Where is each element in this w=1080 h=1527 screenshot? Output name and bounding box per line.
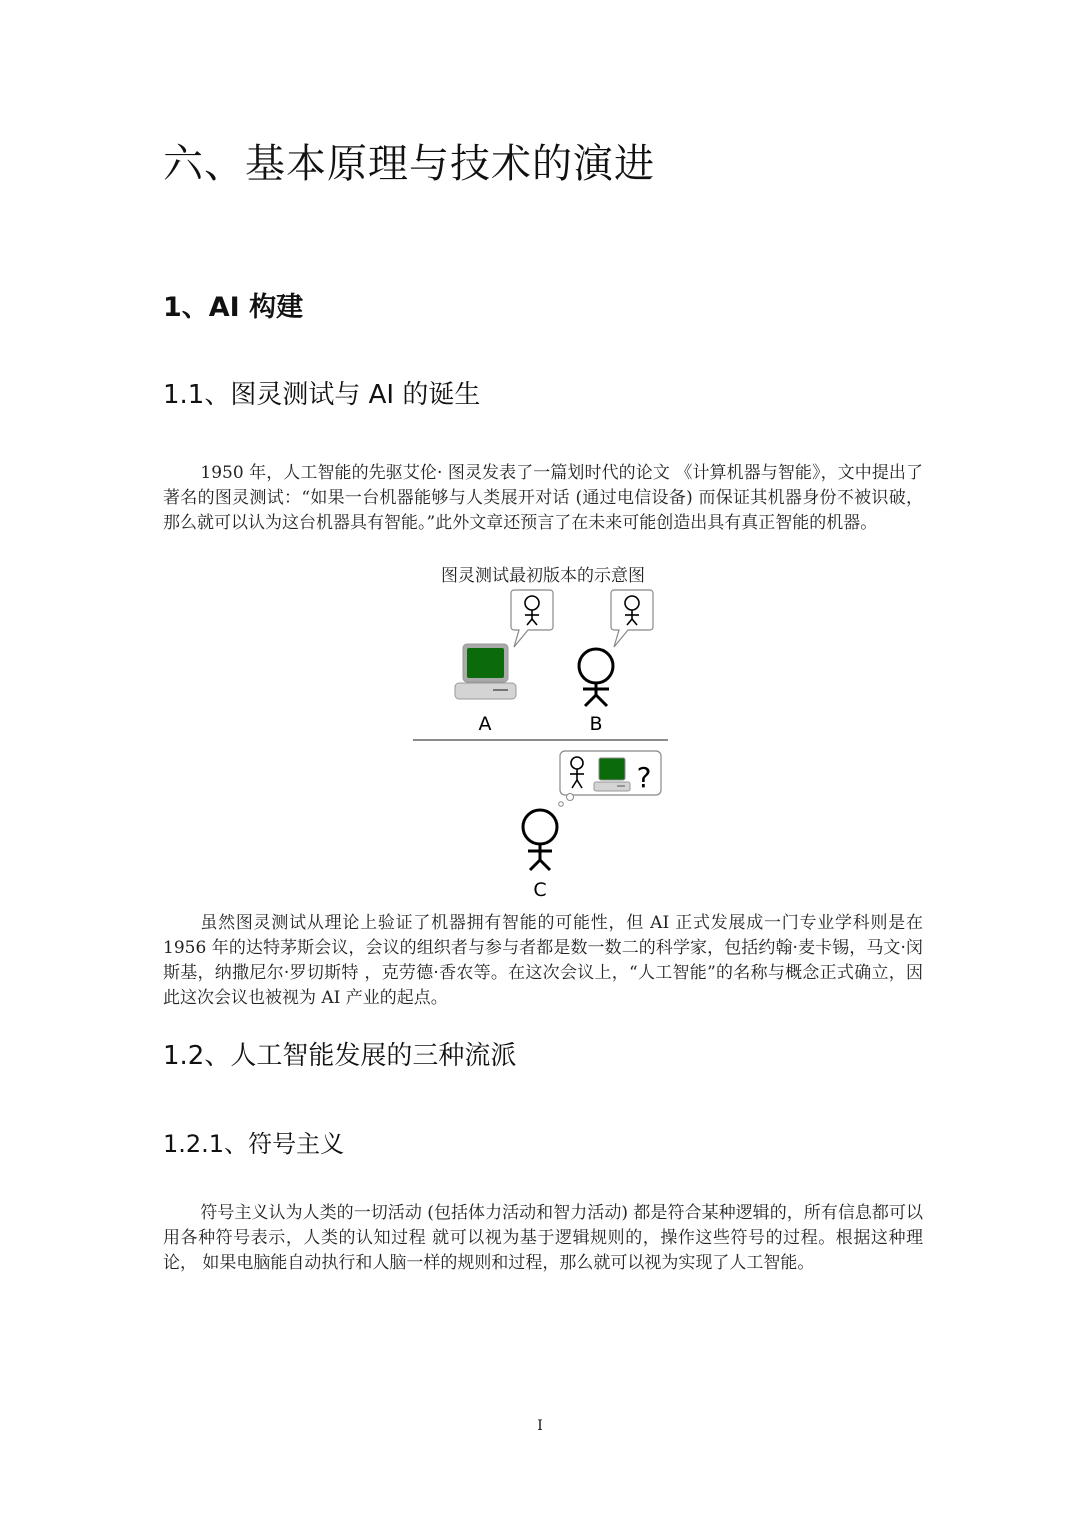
- thought-bubble: [559, 751, 661, 806]
- label-a: A: [478, 713, 492, 735]
- section-heading-1: 1、AI 构建: [163, 292, 304, 323]
- computer-icon: [455, 644, 516, 699]
- section-heading-1-1: 1.1、图灵测试与 AI 的诞生: [163, 380, 481, 410]
- question-mark: ?: [636, 761, 652, 794]
- computer-icon: [594, 758, 630, 791]
- label-c: C: [533, 879, 547, 901]
- paragraph-symbolism: 符号主义认为人类的一切活动 (包括体力活动和智力活动) 都是符合某种逻辑的，所有信息都可以用各种符号表示，人类的认知过程 就可以视为基于逻辑规则的，操作这些符号的过程。根据这种理论， 如果电脑能自动执行和人脑一样的规则和过程，那么就可以视为实现了人工智能。: [163, 1203, 923, 1273]
- figure-caption: 图灵测试最初版本的示意图: [441, 566, 645, 586]
- turing-test-diagram: [410, 585, 680, 905]
- person-b-icon: [579, 649, 613, 706]
- person-c-icon: [523, 810, 557, 870]
- paragraph-dartmouth: 虽然图灵测试从理论上验证了机器拥有智能的可能性，但 AI 正式发展成一门专业学科则是在 1956 年的达特茅斯会议，会议的组织者与参与者都是数一数二的科学家，包括约翰·麦卡锡，马文·闵斯基，纳撒尼尔·罗切斯特 ，克劳德·香农等。在这次会议上，“人工智能”的名称与概念正式确立，因此这次会议也被视为 AI 产业的起点。: [163, 913, 923, 1008]
- page-number: I: [537, 1418, 543, 1434]
- label-b: B: [589, 713, 603, 735]
- speech-bubble-b: [611, 590, 653, 647]
- section-heading-1-2: 1.2、人工智能发展的三种流派: [163, 1041, 517, 1071]
- paragraph-turing: 1950 年，人工智能的先驱艾伦· 图灵发表了一篇划时代的论文 《计算机器与智能》，文中提出了著名的图灵测试：“如果一台机器能够与人类展开对话 (通过电信设备) 而保证其机器身份不被识破， 那么就可以认为这台机器具有智能。”此外文章还预言了在未来可能创造出具有真正智能的机器。: [163, 463, 923, 533]
- section-heading-1-2-1: 1.2.1、符号主义: [163, 1130, 345, 1158]
- screen: [467, 648, 504, 678]
- page-title: 六、基本原理与技术的演进: [163, 141, 655, 187]
- speech-bubble-a: [511, 590, 553, 647]
